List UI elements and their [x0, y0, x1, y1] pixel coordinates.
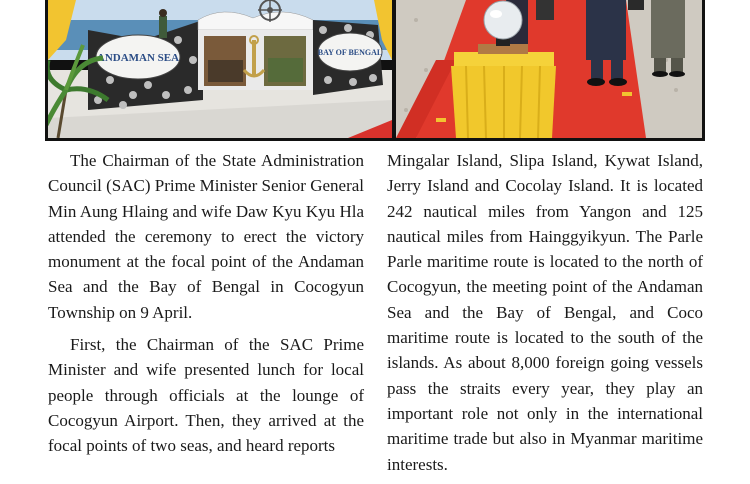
monument-photo: [48, 0, 392, 138]
article-paragraph: Mingalar Island, Slipa Island, Kywat Island, Jerry Island and Cocolay Island. It is located 242 nautical miles from Yangon and 125 nautical miles from Hainggyikyun. The Parle Parle maritime route is located to the north of Cocogyun, the meeting point of the Andaman Sea and the Bay of Bengal, and Coco maritime route is located to the south of the islands. As about 8,000 foreign going vessels pass the straits every year, they play an important role not only in the international maritime trade but also in Myanmar maritime interests.: [387, 151, 703, 474]
article-paragraph: The Chairman of the State Administration Council (SAC) Prime Minister Senior General Min Aung Hlaing and wife Daw Kyu Kyu Hla attended the ceremony to erect the victory monument at the focal point of the Andaman Sea and the Bay of Bengal in Cocogyun Township on 9 April.: [48, 151, 364, 322]
draped-table: [451, 52, 556, 138]
ceremony-photo: [396, 0, 702, 138]
article-paragraph: First, the Chairman of the SAC Prime Minister and wife presented lunch for local people through officials at the lounge of Cocogyun Airport. Then, they arrived at the focal points of two seas, and heard reports: [48, 335, 364, 456]
photo-frame: [45, 0, 705, 141]
sign-bay-of-bengal: BAY OF BENGAL: [317, 48, 383, 57]
sign-andaman-sea: ANDAMAN SEA: [96, 52, 180, 64]
guard-figure: [159, 9, 167, 38]
article-right-column: [387, 148, 703, 484]
article-left-column: [48, 148, 364, 466]
